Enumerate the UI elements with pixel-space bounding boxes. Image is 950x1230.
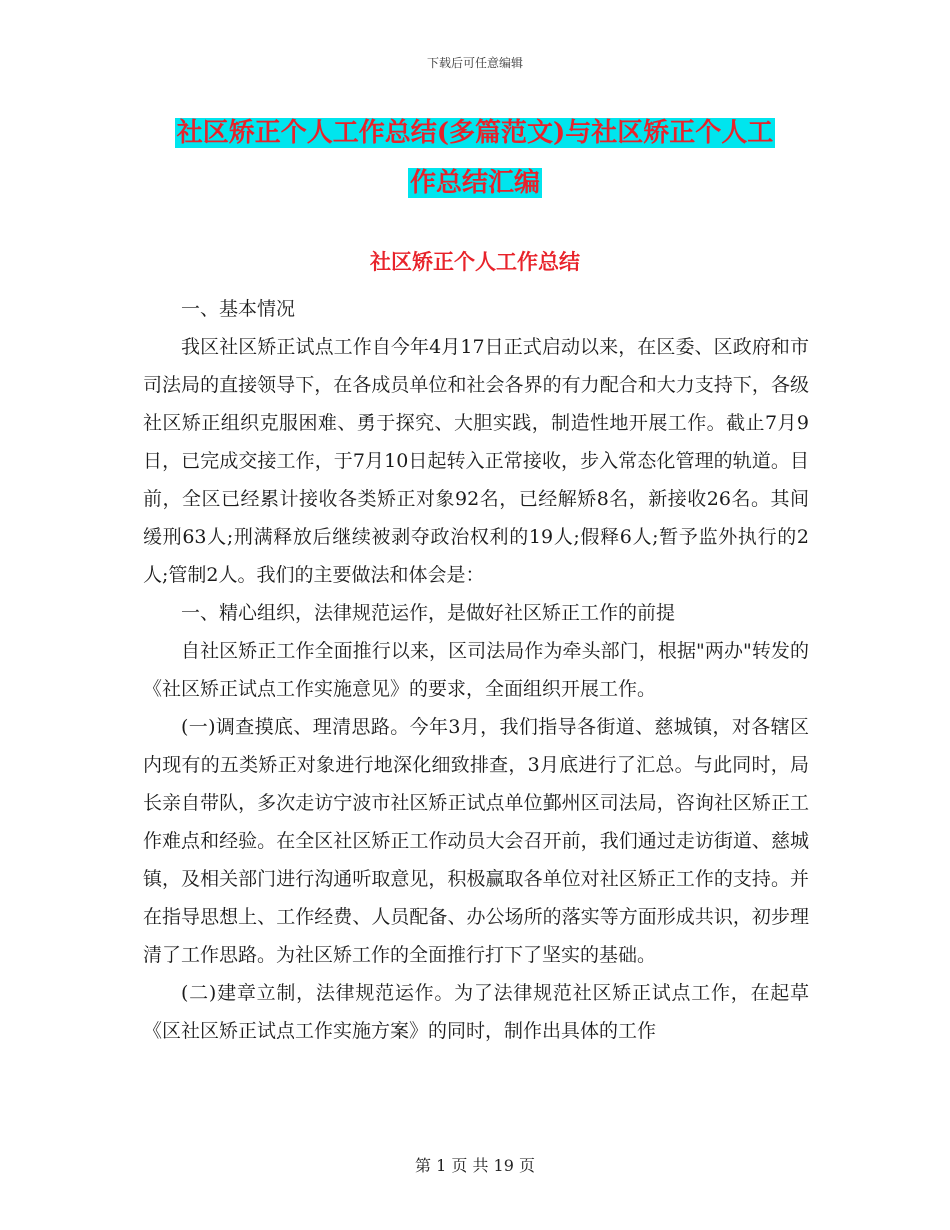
paragraph: (二)建章立制，法律规范运作。为了法律规范社区矫正试点工作，在起草《区社区矫正试点工作实施方案》的同时，制作出具体的工作 xyxy=(143,982,809,1042)
document-title xyxy=(0,108,950,208)
title-line-1: 社区矫正个人工作总结(多篇范文)与社区矫正个人工 xyxy=(176,118,774,148)
header-note: 下载后可任意编辑 xyxy=(426,56,523,70)
page-footer: 第 1 页 共 19 页 xyxy=(415,1156,535,1175)
body-text xyxy=(143,290,809,1050)
paragraph: (一)调查摸底、理清思路。今年3月，我们指导各街道、慈城镇，对各辖区内现有的五类矫正对象进行地深化细致排查，3月底进行了汇总。与此同时，局长亲自带队，多次走访宁波市社区矫正试点单位鄞州区司法局，咨询社区矫正工作难点和经验。在全区社区矫正工作动员大会召开前，我们通过走访街道、慈城镇，及相关部门进行沟通听取意见，积极赢取各单位对社区矫正工作的支持。并在指导思想上、工作经费、人员配备、办公场所的落实等方面形成共识，初步理清了工作思路。为社区矫工作的全面推行打下了坚实的基础。 xyxy=(143,716,809,966)
paragraph: 我区社区矫正试点工作自今年4月17日正式启动以来，在区委、区政府和市司法局的直接领导下，在各成员单位和社会各界的有力配合和大力支持下，各级社区矫正组织克服困难、勇于探究、大胆实践，制造性地开展工作。截止7月9日，已完成交接工作，于7月10日起转入正常接收，步入常态化管理的轨道。目前，全区已经累计接收各类矫正对象92名，已经解矫8名，新接收26名。其间缓刑63人;刑满释放后继续被剥夺政治权利的19人;假释6人;暂予监外执行的2人;管制2人。我们的主要做法和体会是： xyxy=(143,336,809,586)
section-title: 社区矫正个人工作总结 xyxy=(370,249,580,274)
heading-basic-situation: 一、基本情况 xyxy=(181,298,296,320)
heading-section-one: 一、精心组织，法律规范运作，是做好社区矫正工作的前提 xyxy=(181,602,676,624)
title-line-2: 作总结汇编 xyxy=(409,168,540,198)
paragraph: 自社区矫正工作全面推行以来，区司法局作为牵头部门，根据"两办"转发的《社区矫正试点工作实施意见》的要求，全面组织开展工作。 xyxy=(143,640,809,700)
